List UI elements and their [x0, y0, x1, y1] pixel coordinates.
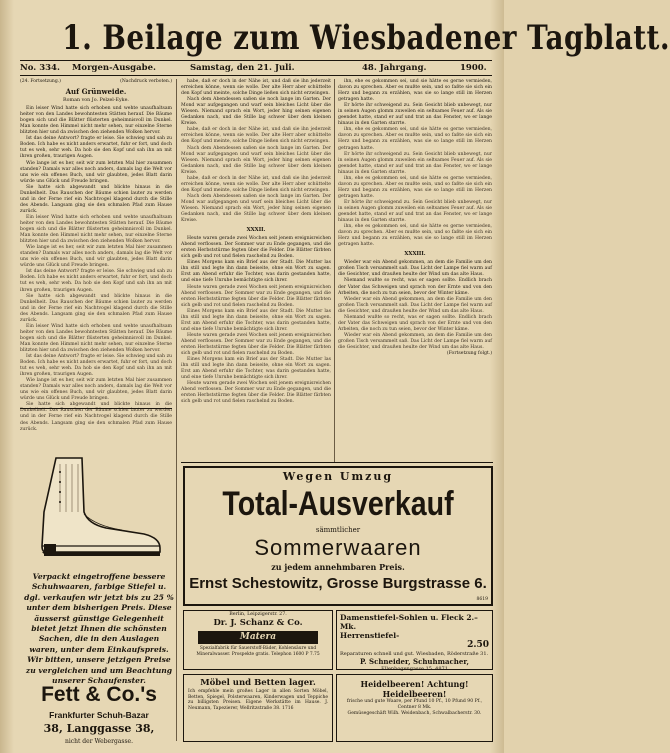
boot-illustration: [26, 452, 166, 562]
heidelbeeren-price: frische und gute Waare, per Pfund 10 Pf., 10 Pfund 90 Pf., Centner 8 Mk.: [346, 699, 483, 710]
chapter-number: XXXII.: [246, 227, 266, 234]
paragraph: Heute waren gerade zwei Wochen seit jenem ereignisreichen Abend verflossen. Der Sommer war zu Ende gegangen, und die ersten Herbststürme fegten über die Felder. Die Blätter färbten sich gelb und rot und fielen raschelnd zu Boden.: [181, 332, 331, 357]
heidelbeeren-title: Heidelbeeren! Achtung! Heidelbeeren!: [360, 679, 469, 699]
paragraph: Nach dem Abendessen saßen sie noch lange im Garten. Der Mond war aufgegangen und warf sein bleiches Licht über die Wiesen. Niemand sprach ein Wort, jeder hing seinen eigenen Gedanken nach, und die Stille lag schwer über dem kleinen Kreise.: [181, 145, 331, 175]
paragraph: ihn, ehe es gekommen sei, und sie hätte es gerne vermieden, davon zu sprechen. Aber es mußte sein, und so faßte sie sich ein Herz und begann zu erzählen, was sie so lange still im Herzen getragen hatte.: [338, 224, 492, 248]
paragraph: Ein leiser Wind hatte sich erhoben und wehte unaufhaltsam heiter von den Landes bewohntesten Stätten herauf. Die Bäume bogen sich und die Blätter flüsterten geheimnisvoll im Dunkel. Man konnte den Himmel nicht mehr sehen, nur einzelne Sterne blitzten hier und da zwischen den ziehenden Wolken hervor.: [20, 106, 172, 136]
paragraph: ihn, ehe es gekommen sei, und sie hätte es gerne vermieden, davon zu sprechen. Aber es mußte sein, und so faßte sie sich ein Herz und begann zu erzählen, was sie so lange still im Herzen getragen hatte.: [338, 79, 492, 103]
shoe-address-line: 38, Langgasse 38,: [43, 722, 155, 735]
paragraph: habe, daß er doch in der Nähe ist, und daß sie ihn jederzeit erreichen könne, wenn sie wolle. Der alte Herr aber schüttelte den Kopf und meinte, solche Dinge ließen sich nicht erzwingen.: [181, 79, 331, 97]
paragraph: Wie lange ist es her, seit wir zum letzten Mal hier zusammen standen? Damals war alles noch anders, damals lag die Welt vor uns wie ein offenes Buch, und wir glaubten, jedes Blatt darin würde uns Glück und Freude bringen.: [20, 378, 172, 402]
schanz-location: Berlin, Leipzigerstr. 27.: [229, 612, 287, 617]
herren-price: 2.50: [467, 640, 489, 650]
paragraph: Wieder war ein Abend gekommen, an dem die Familie um den großen Tisch versammelt saß. Das Licht der Lampe fiel warm auf die Gesichter, und draußen heulte der Wind um das alte Haus.: [338, 332, 492, 350]
schanz-ad: [183, 610, 333, 670]
ad-line-sommerwaaren: Sommerwaaren: [254, 535, 422, 560]
herren-title: Herrenstiefel-: [340, 631, 400, 640]
damen-title: Damenstiefel-Sohlen u. Fleck 2.– Mk.: [340, 613, 478, 631]
shoe-brand: Fett & Co.'s: [41, 683, 157, 706]
paragraph: Heute waren gerade zwei Wochen seit jenem ereignisreichen Abend verflossen. Der Sommer war zu Ende gegangen, und die ersten Herbststürme fegten über die Felder. Die Blätter färbten sich gelb und rot und fielen raschelnd zu Boden.: [181, 284, 331, 308]
paragraph: Er hörte ihr schweigend zu. Sein Gesicht blieb unbewegt, nur in seinen Augen glomm zuweilen ein seltsames Feuer auf. Als sie geendet hatte, stand er auf und trat an das Fenster, wo er lange hinaus in den Garten starrte.: [338, 199, 492, 224]
moebel-ad: [183, 674, 333, 742]
paragraph: ihn, ehe es gekommen sei, und sie hätte es gerne vermieden, davon zu sprechen. Aber es mußte sein, und so faßte sie sich ein Herz und begann zu erzählen, was sie so lange still im Herzen getragen hatte.: [338, 127, 492, 151]
paragraph: Sie hatte sich abgewandt und blickte hinaus in die Dunkelheit. Das Rauschen der Bäume schien lauter zu werden und in der Ferne rief ein Nachtvogel klagend durch die Stille des Abends. Langsam ging sie den schmalen Pfad zum Hause zurück.: [20, 293, 172, 323]
ad-separator: [20, 408, 172, 409]
damenstiefel-ad: [336, 610, 493, 673]
issue-date: Samstag, den 21. Juli.: [190, 63, 295, 73]
paragraph: Wieder war ein Abend gekommen, an dem die Familie um den großen Tisch versammelt saß. Das Licht der Lampe fiel warm auf die Gesichter, und draußen heulte der Wind um das alte Haus.: [338, 260, 492, 278]
column-1: [20, 79, 172, 432]
continued-note: (Fortsetzung folgt.): [446, 351, 492, 357]
column-3: [338, 79, 492, 459]
paragraph: Wieder war ein Abend gekommen, an dem die Familie um den großen Tisch versammelt saß. Das Licht der Lampe fiel warm auf die Gesichter, und draußen heulte der Wind um das alte Haus.: [338, 296, 492, 314]
schanz-description: Spezialfabrik für Sauerstoff-Bäder, Kohlensäure und Mineralwasser. Prospekte gratis. Telephon 1600 P 7.75: [196, 646, 320, 657]
schanz-company: Dr. J. Schanz & Co.: [213, 618, 303, 628]
shoe-ad-text: Verpackt eingetroffene bessere Schuhwaaren, farbige Stiefel u. dgl. verkaufen wir jetzt bis zu 25 % unter dem bisherigen Preis. Diese äusserst günstige Gelegenheit bietet jetzt Ihnen die schönsten Sachen, die in den Auslagen waren, unter dem Einkaufspreis. Wir bitten, unsere jetzigen Preise zu vergleichen und um Beachtung unserer Schaufenster.: [24, 572, 174, 686]
paragraph: Ein leiser Wind hatte sich erhoben und wehte unaufhaltsam heiter von den Landes bewohntesten Stätten herauf. Die Bäume bogen sich und die Blätter flüsterten geheimnisvoll im Dunkel. Man konnte den Himmel nicht mehr sehen, nur einzelne Sterne blitzten hier und da zwischen den ziehenden Wolken hervor.: [20, 323, 172, 353]
paragraph: Ist das deine Antwort? fragte er leise. Sie schwieg und sah zu Boden. Ich habe es nicht anders erwartet, fuhr er fort, und doch tut es weh, sehr weh. Da hob sie den Kopf und sah ihn an mit ihren großen, traurigen Augen.: [20, 269, 172, 293]
ad-code: 8619: [476, 597, 488, 602]
heidelbeeren-merchant: Gemüsegeschäft Wilh. Weidenbach, Schwalbacherstr. 30.: [347, 711, 482, 716]
edition: Morgen-Ausgabe.: [72, 63, 156, 73]
paragraph: Wie lange ist es her, seit wir zum letzten Mal hier zusammen standen? Damals war alles noch anders, damals lag die Welt vor uns wie ein offenes Buch, und wir glaubten, jedes Blatt darin würde uns Glück und Freude bringen.: [20, 245, 172, 269]
story-heading: Auf Grünweide.: [65, 87, 127, 97]
story-byline: Roman von Jo. Pelzel-Eyke.: [63, 98, 129, 104]
column-divider: [176, 79, 177, 741]
paragraph: Wie lange ist es her, seit wir zum letzten Mal hier zusammen standen? Damals war alles noch anders, damals lag die Welt vor uns wie ein offenes Buch, und wir glaubten, jedes Blatt darin würde uns Glück und Freude bringen.: [20, 160, 172, 184]
ad-line-total-ausverkauf: Total-Ausverkauf: [222, 485, 454, 523]
paragraph: Eines Morgens kam ein Brief aus der Stadt. Die Mutter las ihn still und legte ihn dann beiseite, ohne ein Wort zu sagen. Erst am Abend erfuhr die Tochter, was darin gestanden hatte, und eine tiefe Unruhe bemächtigte sich ihrer.: [181, 260, 331, 284]
paragraph: Nach dem Abendessen saßen sie noch lange im Garten. Der Mond war aufgegangen und warf sein bleiches Licht über die Wiesen. Niemand sprach ein Wort, jeder hing seinen eigenen Gedanken nach, und die Stille lag schwer über dem kleinen Kreise.: [181, 193, 331, 224]
paragraph: Niemand wußte so recht, was er sagen sollte. Endlich brach der Vater das Schweigen und sprach von der Ernte und von den Arbeiten, die noch zu tun seien, bevor der Winter käme.: [338, 314, 492, 332]
chapter-number: XXXIII.: [404, 251, 426, 258]
masthead-title: 1. Beilage zum Wiesbadener Tagblatt.: [62, 18, 670, 58]
ad-line-merchant: Ernst Schestowitz, Grosse Burgstrasse 6.: [189, 575, 487, 592]
ad-line-preis: zu jedem annehmbaren Preis.: [271, 562, 405, 572]
paragraph: Er hörte ihr schweigend zu. Sein Gesicht blieb unbewegt, nur in seinen Augen glomm zuweilen ein seltsames Feuer auf. Als sie geendet hatte, stand er auf und trat an das Fenster, wo er lange hinaus in den Garten starrte.: [338, 151, 492, 175]
heidelbeeren-ad: [336, 674, 493, 742]
paragraph: Nach dem Abendessen saßen sie noch lange im Garten. Der Mond war aufgegangen und warf sein bleiches Licht über die Wiesen. Niemand sprach ein Wort, jeder hing seinen eigenen Gedanken nach, und die Stille lag schwer über dem kleinen Kreise.: [181, 97, 331, 127]
ad-line-umzug: Wegen Umzug: [282, 470, 394, 483]
damen-name: P. Schneider, Schuhmacher,: [360, 657, 469, 667]
issue-number: No. 334.: [20, 63, 60, 73]
paragraph: Heute waren gerade zwei Wochen seit jenem ereignisreichen Abend verflossen. Der Sommer war zu Ende gegangen, und die ersten Herbststürme fegten über die Felder. Die Blätter färbten sich gelb und rot und fielen raschelnd zu Boden.: [181, 236, 331, 260]
paragraph: Niemand wußte so recht, was er sagen sollte. Endlich brach der Vater das Schweigen und sprach von der Ernte und von den Arbeiten, die noch zu tun seien, bevor der Winter käme.: [338, 278, 492, 296]
total-ausverkauf-ad: [183, 466, 493, 606]
shoe-advertisement: [20, 412, 176, 745]
shoe-brand-sub: Frankfurter Schuh-Bazar: [49, 710, 149, 720]
paragraph: Sie hatte sich abgewandt und blickte hinaus in die Dunkelheit. Das Rauschen der Bäume schien lauter zu werden und in der Ferne rief ein Nachtvogel klagend durch die Stille des Abends. Langsam ging sie den schmalen Pfad zum Hause zurück.: [20, 402, 172, 432]
paragraph: Eines Morgens kam ein Brief aus der Stadt. Die Mutter las ihn still und legte ihn dann beiseite, ohne ein Wort zu sagen. Erst am Abend erfuhr die Tochter, was darin gestanden hatte, und eine tiefe Unruhe bemächtigte sich ihrer.: [181, 357, 331, 381]
column-divider: [334, 79, 335, 463]
shoe-address: [24, 722, 174, 748]
ad-separator: [181, 462, 493, 463]
paragraph: Ein leiser Wind hatte sich erhoben und wehte unaufhaltsam heiter von den Landes bewohntesten Stätten herauf. Die Bäume bogen sich und die Blätter flüsterten geheimnisvoll im Dunkel. Man konnte den Himmel nicht mehr sehen, nur einzelne Sterne blitzten hier und da zwischen den ziehenden Wolken hervor.: [20, 214, 172, 245]
issue-info-bar: [20, 60, 492, 76]
reprint-notice: (Nachdruck verboten.): [120, 79, 172, 84]
paragraph: ihn, ehe es gekommen sei, und sie hätte es gerne vermieden, davon zu sprechen. Aber es mußte sein, und so faßte sie sich ein Herz und begann zu erzählen, was sie so lange still im Herzen getragen hatte.: [338, 175, 492, 199]
moebel-title: Möbel und Betten lager.: [200, 678, 316, 688]
paragraph: habe, daß er doch in der Nähe ist, und daß sie ihn jederzeit erreichen könne, wenn sie wolle. Der alte Herr aber schüttelte den Kopf und meinte, solche Dinge ließen sich nicht erzwingen.: [181, 127, 331, 145]
shoe-address-note: nicht der Webergasse.: [64, 738, 133, 745]
paragraph: Heute waren gerade zwei Wochen seit jenem ereignisreichen Abend verflossen. Der Sommer war zu Ende gegangen, und die ersten Herbststürme fegten über die Felder. Die Blätter färbten sich gelb und rot und fielen raschelnd zu Boden.: [181, 381, 331, 405]
paragraph: Er hörte ihr schweigend zu. Sein Gesicht blieb unbewegt, nur in seinen Augen glomm zuweilen ein seltsames Feuer auf. Als sie geendet hatte, stand er auf und trat an das Fenster, wo er lange hinaus in den Garten starrte.: [338, 103, 492, 127]
paragraph: Ist das deine Antwort? fragte er leise. Sie schwieg und sah zu Boden. Ich habe es nicht anders erwartet, fuhr er fort, und doch tut es weh, sehr weh. Da hob sie den Kopf und sah ihn an mit ihren großen, traurigen Augen.: [20, 136, 172, 160]
volume-year: 48. Jahrgang.: [362, 63, 427, 73]
column-2: [181, 79, 331, 459]
continuation-tag: (24. Fortsetzung.): [20, 79, 61, 84]
damen-address: Ellenbogengasse 15. 4871: [381, 666, 448, 673]
moebel-description: Ich empfehle mein großes Lager in allen Sorten Möbel, Betten, Spiegel, Polsterwaaren, Kinderwagen und Teppiche zu billigsten Preisen. Eigene Werkstätte im Hause. J. Neumann, Tapezierer, Wellritzstraße 38. 1716: [188, 689, 328, 712]
paragraph: habe, daß er doch in der Nähe ist, und daß sie ihn jederzeit erreichen könne, wenn sie wolle. Der alte Herr aber schüttelte den Kopf und meinte, solche Dinge ließen sich nicht erzwingen.: [181, 175, 331, 193]
paragraph: Eines Morgens kam ein Brief aus der Stadt. Die Mutter las ihn still und legte ihn dann beiseite, ohne ein Wort zu sagen. Erst am Abend erfuhr die Tochter, was darin gestanden hatte, und eine tiefe Unruhe bemächtigte sich ihrer.: [181, 308, 331, 332]
paragraph: Sie hatte sich abgewandt und blickte hinaus in die Dunkelheit. Das Rauschen der Bäume schien lauter zu werden und in der Ferne rief ein Nachtvogel klagend durch die Stille des Abends. Langsam ging sie den schmalen Pfad zum Hause zurück.: [20, 184, 172, 214]
paragraph: Ist das deine Antwort? fragte er leise. Sie schwieg und sah zu Boden. Ich habe es nicht anders erwartet, fuhr er fort, und doch tut es weh, sehr weh. Da hob sie den Kopf und sah ihn an mit ihren großen, traurigen Augen.: [20, 354, 172, 378]
year-number: 1900.: [460, 63, 487, 73]
schanz-product: Matera: [198, 631, 318, 644]
ad-line-saemmtlicher: sämmtlicher: [315, 526, 361, 534]
damen-description: Reparaturen schnell und gut. Wiesbaden, Röderstraße 31.: [340, 651, 489, 657]
